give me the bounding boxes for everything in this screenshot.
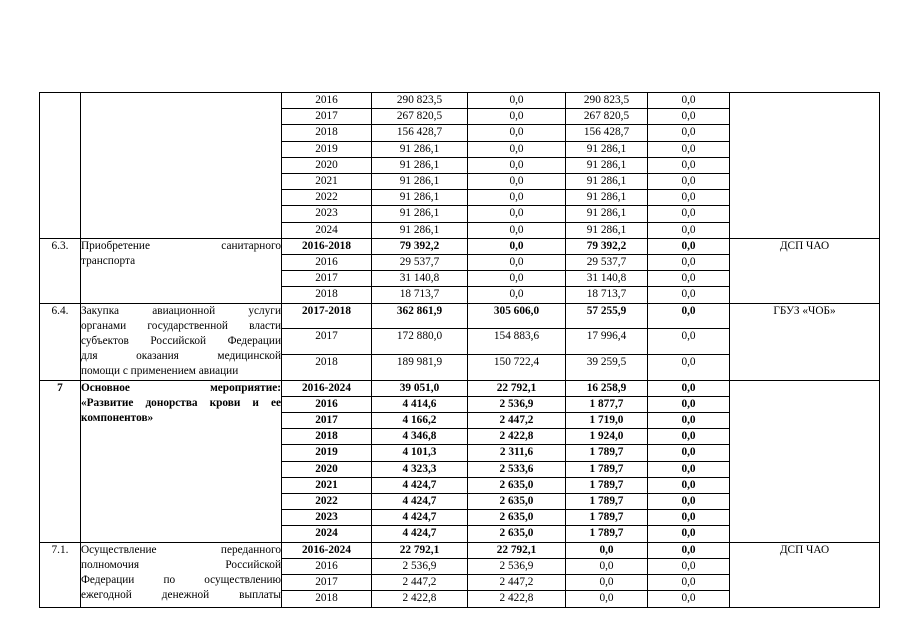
year-cell: 2022 xyxy=(282,190,372,206)
table-row xyxy=(40,380,880,396)
value-cell: 0,0 xyxy=(468,222,566,238)
year-cell: 2018 xyxy=(282,354,372,380)
year-cell: 2017 xyxy=(282,109,372,125)
year-cell: 2016 xyxy=(282,255,372,271)
value-cell: 0,0 xyxy=(566,591,648,607)
year-cell: 2016-2024 xyxy=(282,380,372,396)
item-number: 7.1. xyxy=(40,542,81,607)
value-cell: 0,0 xyxy=(648,174,730,190)
value-cell: 362 861,9 xyxy=(372,303,468,329)
value-cell: 2 635,0 xyxy=(468,494,566,510)
value-cell: 17 996,4 xyxy=(566,329,648,355)
value-cell: 0,0 xyxy=(648,413,730,429)
value-cell: 0,0 xyxy=(566,575,648,591)
item-name-line: помощи с применением авиации xyxy=(81,365,239,378)
executor-cell: ДСП ЧАО xyxy=(730,542,880,607)
item-name xyxy=(81,303,282,380)
year-cell: 2024 xyxy=(282,526,372,542)
year-cell: 2019 xyxy=(282,141,372,157)
value-cell: 0,0 xyxy=(648,109,730,125)
value-cell: 1 789,7 xyxy=(566,494,648,510)
year-cell: 2021 xyxy=(282,174,372,190)
item-name xyxy=(81,380,282,542)
value-cell: 18 713,7 xyxy=(566,287,648,303)
year-cell: 2018 xyxy=(282,125,372,141)
value-cell: 156 428,7 xyxy=(372,125,468,141)
value-cell: 91 286,1 xyxy=(372,174,468,190)
value-cell: 2 422,8 xyxy=(372,591,468,607)
item-name-line: полномочия Российской xyxy=(81,558,281,571)
value-cell: 2 536,9 xyxy=(372,558,468,574)
item-name-line: Осуществление переданного xyxy=(81,543,281,556)
value-cell: 0,0 xyxy=(468,271,566,287)
value-cell: 2 422,8 xyxy=(468,429,566,445)
value-cell: 0,0 xyxy=(648,157,730,173)
item-name-line: органами государственной власти xyxy=(81,319,281,332)
value-cell: 0,0 xyxy=(648,287,730,303)
value-cell: 57 255,9 xyxy=(566,303,648,329)
value-cell: 1 789,7 xyxy=(566,526,648,542)
value-cell: 2 447,2 xyxy=(468,413,566,429)
value-cell: 0,0 xyxy=(468,206,566,222)
value-cell: 0,0 xyxy=(468,238,566,254)
value-cell: 2 536,9 xyxy=(468,396,566,412)
item-name-line: компонентов» xyxy=(81,412,154,425)
item-name xyxy=(81,542,282,607)
year-cell: 2022 xyxy=(282,494,372,510)
value-cell: 150 722,4 xyxy=(468,354,566,380)
year-cell: 2016 xyxy=(282,396,372,412)
value-cell: 290 823,5 xyxy=(566,93,648,109)
year-cell: 2016-2024 xyxy=(282,542,372,558)
value-cell: 0,0 xyxy=(648,354,730,380)
value-cell: 0,0 xyxy=(468,157,566,173)
value-cell: 91 286,1 xyxy=(372,141,468,157)
item-name-line: Федерации по осуществлению xyxy=(81,574,281,587)
value-cell: 0,0 xyxy=(648,510,730,526)
value-cell: 0,0 xyxy=(648,329,730,355)
value-cell: 0,0 xyxy=(648,461,730,477)
budget-table xyxy=(39,92,880,608)
value-cell: 1 924,0 xyxy=(566,429,648,445)
value-cell: 2 311,6 xyxy=(468,445,566,461)
value-cell: 0,0 xyxy=(648,141,730,157)
value-cell: 0,0 xyxy=(648,558,730,574)
value-cell: 0,0 xyxy=(566,542,648,558)
value-cell: 2 536,9 xyxy=(468,558,566,574)
year-cell: 2017 xyxy=(282,329,372,355)
value-cell: 0,0 xyxy=(468,190,566,206)
year-cell: 2017-2018 xyxy=(282,303,372,329)
value-cell: 4 424,7 xyxy=(372,477,468,493)
year-cell: 2023 xyxy=(282,206,372,222)
year-cell: 2021 xyxy=(282,477,372,493)
value-cell: 2 447,2 xyxy=(468,575,566,591)
table-row xyxy=(40,542,880,558)
value-cell: 29 537,7 xyxy=(372,255,468,271)
value-cell: 91 286,1 xyxy=(372,222,468,238)
value-cell: 0,0 xyxy=(468,141,566,157)
value-cell: 156 428,7 xyxy=(566,125,648,141)
value-cell: 79 392,2 xyxy=(566,238,648,254)
value-cell: 0,0 xyxy=(648,445,730,461)
year-cell: 2016-2018 xyxy=(282,238,372,254)
value-cell: 0,0 xyxy=(648,222,730,238)
item-name-line: субъектов Российской Федерации xyxy=(81,335,281,348)
value-cell: 0,0 xyxy=(648,380,730,396)
value-cell: 2 635,0 xyxy=(468,510,566,526)
value-cell: 4 101,3 xyxy=(372,445,468,461)
table-row xyxy=(40,93,880,109)
item-name-line: Основное мероприятие: xyxy=(81,381,281,394)
value-cell: 0,0 xyxy=(648,190,730,206)
value-cell: 31 140,8 xyxy=(566,271,648,287)
value-cell: 0,0 xyxy=(468,109,566,125)
item-number: 6.3. xyxy=(40,238,81,303)
item-name-line: ежегодной денежной выплаты xyxy=(81,589,281,602)
value-cell: 31 140,8 xyxy=(372,271,468,287)
year-cell: 2018 xyxy=(282,429,372,445)
value-cell: 1 719,0 xyxy=(566,413,648,429)
value-cell: 1 789,7 xyxy=(566,510,648,526)
value-cell: 1 877,7 xyxy=(566,396,648,412)
value-cell: 0,0 xyxy=(648,526,730,542)
value-cell: 2 447,2 xyxy=(372,575,468,591)
year-cell: 2016 xyxy=(282,93,372,109)
value-cell: 0,0 xyxy=(468,125,566,141)
value-cell: 267 820,5 xyxy=(372,109,468,125)
value-cell: 91 286,1 xyxy=(566,174,648,190)
value-cell: 0,0 xyxy=(648,575,730,591)
value-cell: 0,0 xyxy=(648,125,730,141)
value-cell: 22 792,1 xyxy=(468,542,566,558)
value-cell: 29 537,7 xyxy=(566,255,648,271)
value-cell: 91 286,1 xyxy=(566,190,648,206)
year-cell: 2018 xyxy=(282,591,372,607)
value-cell: 172 880,0 xyxy=(372,329,468,355)
value-cell: 4 424,7 xyxy=(372,510,468,526)
value-cell: 18 713,7 xyxy=(372,287,468,303)
value-cell: 39 259,5 xyxy=(566,354,648,380)
value-cell: 4 424,7 xyxy=(372,526,468,542)
value-cell: 0,0 xyxy=(648,429,730,445)
executor-cell xyxy=(730,93,880,239)
item-name-line: Закупка авиационной услуги xyxy=(81,304,281,317)
item-name xyxy=(81,238,282,303)
item-name-line: транспорта xyxy=(81,255,136,268)
year-cell: 2017 xyxy=(282,271,372,287)
value-cell: 16 258,9 xyxy=(566,380,648,396)
year-cell: 2019 xyxy=(282,445,372,461)
value-cell: 4 414,6 xyxy=(372,396,468,412)
value-cell: 91 286,1 xyxy=(566,222,648,238)
value-cell: 154 883,6 xyxy=(468,329,566,355)
executor-cell: ДСП ЧАО xyxy=(730,238,880,303)
value-cell: 91 286,1 xyxy=(372,190,468,206)
year-cell: 2016 xyxy=(282,558,372,574)
year-cell: 2023 xyxy=(282,510,372,526)
item-number: 7 xyxy=(40,380,81,542)
value-cell: 290 823,5 xyxy=(372,93,468,109)
executor-cell: ГБУЗ «ЧОБ» xyxy=(730,303,880,380)
value-cell: 39 051,0 xyxy=(372,380,468,396)
value-cell: 4 166,2 xyxy=(372,413,468,429)
year-cell: 2020 xyxy=(282,461,372,477)
value-cell: 0,0 xyxy=(566,558,648,574)
value-cell: 0,0 xyxy=(648,396,730,412)
value-cell: 2 533,6 xyxy=(468,461,566,477)
value-cell: 0,0 xyxy=(468,93,566,109)
value-cell: 22 792,1 xyxy=(468,380,566,396)
value-cell: 0,0 xyxy=(648,255,730,271)
value-cell: 305 606,0 xyxy=(468,303,566,329)
value-cell: 91 286,1 xyxy=(372,206,468,222)
value-cell: 91 286,1 xyxy=(566,157,648,173)
value-cell: 267 820,5 xyxy=(566,109,648,125)
value-cell: 1 789,7 xyxy=(566,445,648,461)
value-cell: 0,0 xyxy=(648,303,730,329)
year-cell: 2024 xyxy=(282,222,372,238)
value-cell: 4 424,7 xyxy=(372,494,468,510)
value-cell: 0,0 xyxy=(648,93,730,109)
item-number: 6.4. xyxy=(40,303,81,380)
value-cell: 4 323,3 xyxy=(372,461,468,477)
item-number xyxy=(40,93,81,239)
executor-cell xyxy=(730,380,880,542)
value-cell: 79 392,2 xyxy=(372,238,468,254)
value-cell: 91 286,1 xyxy=(372,157,468,173)
year-cell: 2020 xyxy=(282,157,372,173)
value-cell: 0,0 xyxy=(648,271,730,287)
item-name-line: «Развитие донорства крови и ее xyxy=(81,396,281,409)
year-cell: 2017 xyxy=(282,575,372,591)
item-name xyxy=(81,93,282,239)
value-cell: 0,0 xyxy=(648,206,730,222)
value-cell: 2 422,8 xyxy=(468,591,566,607)
value-cell: 2 635,0 xyxy=(468,526,566,542)
table-row xyxy=(40,238,880,254)
value-cell: 0,0 xyxy=(648,591,730,607)
value-cell: 0,0 xyxy=(648,477,730,493)
value-cell: 2 635,0 xyxy=(468,477,566,493)
value-cell: 0,0 xyxy=(648,238,730,254)
year-cell: 2018 xyxy=(282,287,372,303)
item-name-line: Приобретение санитарного xyxy=(81,239,281,252)
value-cell: 0,0 xyxy=(468,287,566,303)
year-cell: 2017 xyxy=(282,413,372,429)
value-cell: 0,0 xyxy=(468,174,566,190)
item-name-line: для оказания медицинской xyxy=(81,350,281,363)
value-cell: 91 286,1 xyxy=(566,141,648,157)
value-cell: 0,0 xyxy=(468,255,566,271)
value-cell: 1 789,7 xyxy=(566,461,648,477)
value-cell: 4 346,8 xyxy=(372,429,468,445)
table-row xyxy=(40,303,880,329)
value-cell: 22 792,1 xyxy=(372,542,468,558)
value-cell: 91 286,1 xyxy=(566,206,648,222)
value-cell: 1 789,7 xyxy=(566,477,648,493)
value-cell: 189 981,9 xyxy=(372,354,468,380)
value-cell: 0,0 xyxy=(648,542,730,558)
value-cell: 0,0 xyxy=(648,494,730,510)
